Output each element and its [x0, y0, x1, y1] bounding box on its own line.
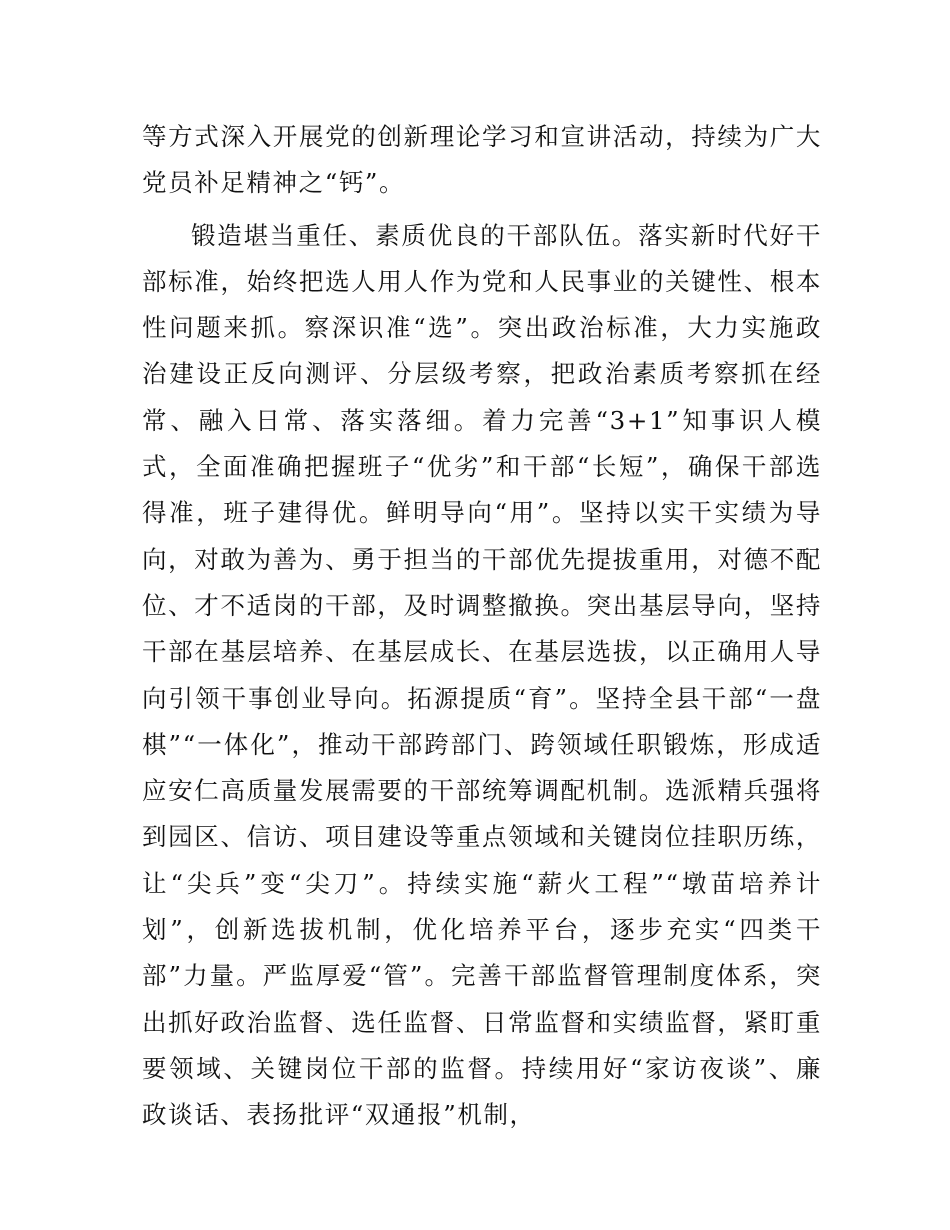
paragraph-1: 等方式深入开展党的创新理论学习和宣讲活动，持续为广大党员补足精神之“钙”。 — [142, 122, 822, 198]
document-body — [142, 114, 822, 1139]
paragraph-2: 锻造堪当重任、素质优良的干部队伍。落实新时代好干部标准，始终把选人用人作为党和人民事业的关键性、根本性问题来抓。察深识准“选”。突出政治标准，大力实施政治建设正反向测评、分层级考察，把政治素质考察抓在经常、融入日常、落实落细。着力完善“3+1”知事识人模式，全面准确把握班子“优劣”和干部“长短”，确保干部选得准，班子建得优。鲜明导向“用”。坚持以实干实绩为导向，对敢为善为、勇于担当的干部优先提拔重用，对德不配位、才不适岗的干部，及时调整撤换。突出基层导向，坚持干部在基层培养、在基层成长、在基层选拔，以正确用人导向引领干事创业导向。拓源提质“育”。坚持全县干部“一盘棋”“一体化”，推动干部跨部门、跨领域任职锻炼，形成适应安仁高质量发展需要的干部统筹调配机制。选派精兵强将到园区、信访、项目建设等重点领域和关键岗位挂职历练，让“尖兵”变“尖刀”。持续实施“薪火工程”“墩苗培养计划”，创新选拔机制，优化培养平台，逐步充实“四类干部”力量。严监厚爱“管”。完善干部监督管理制度体系，突出抓好政治监督、选任监督、日常监督和实绩监督，紧盯重要领域、关键岗位干部的监督。持续用好“家访夜谈”、廉政谈话、表扬批评“双通报”机制， — [142, 220, 822, 1130]
